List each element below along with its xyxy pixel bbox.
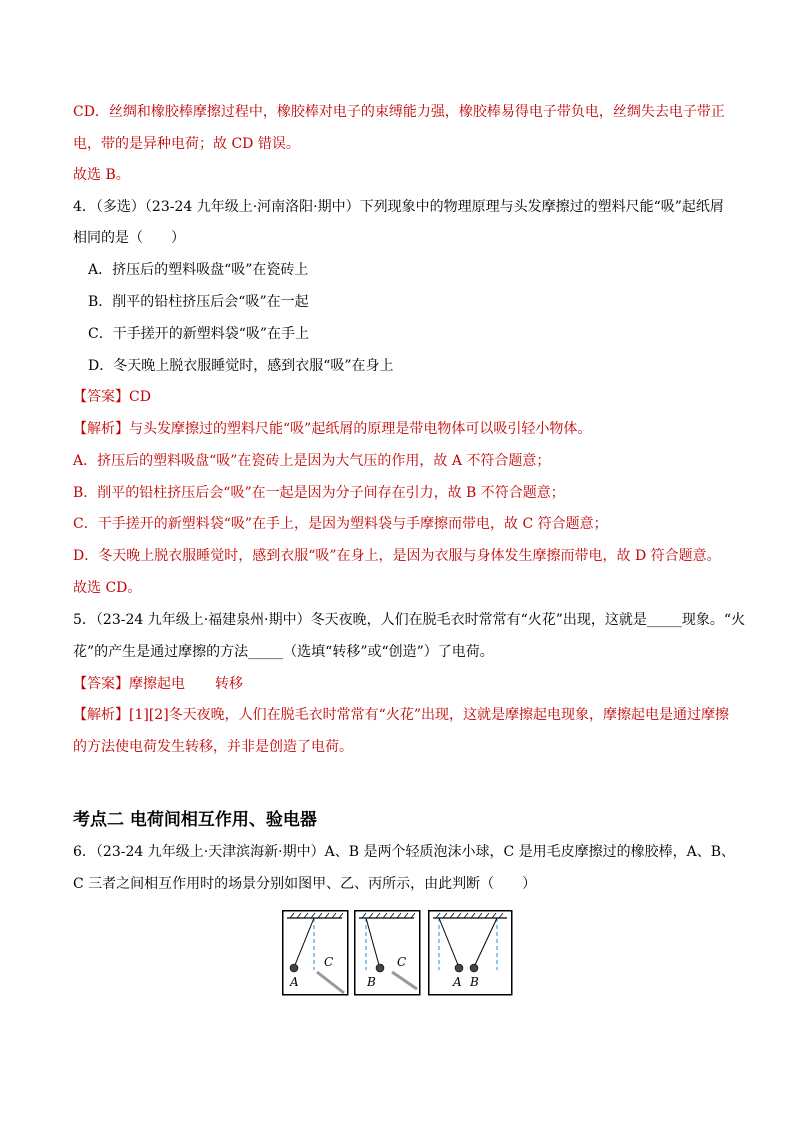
panel-2-frame <box>355 911 420 995</box>
analysis-line-cd-1: CD．丝绸和橡胶棒摩擦过程中，橡胶棒对电子的束缚能力强，橡胶棒易得电子带负电，丝绸失去电子带正 <box>73 104 725 120</box>
q4-explain-a: A．挤压后的塑料吸盘“吸”在瓷砖上是因为大气压的作用，故 A 不符合题意； <box>73 453 551 469</box>
answer-tag: 【答案】 <box>73 676 129 692</box>
analysis-text: [1][2]冬天夜晚，人们在脱毛衣时常常有“火花”出现，这就是摩擦起电现象，摩擦起电是通过摩擦 <box>129 707 729 723</box>
answer-value-1: 摩擦起电 <box>129 676 185 692</box>
panel-3-ball-a <box>455 964 463 972</box>
panel-2-ball <box>376 964 384 972</box>
panel-1-rod-label: C <box>324 955 334 969</box>
q4-explain-b: B．削平的铅柱挤压后会“吸”在一起是因为分子间存在引力，故 B 不符合题意； <box>73 485 565 501</box>
panel-2-rod-label: C <box>397 955 407 969</box>
answer-value: CD <box>129 389 151 405</box>
q5-analysis-line-2: 的方法使电荷发生转移，并非是创造了电荷。 <box>73 739 353 755</box>
q4-stem-line-1: 4．（多选）（23-24 九年级上·河南洛阳·期中）下列现象中的物理原理与头发摩擦过的塑料尺能“吸”起纸屑 <box>73 199 724 215</box>
panel-3-right-label: B <box>470 975 479 989</box>
q6-stem-line-2: C 三者之间相互作用时的场景分别如图甲、乙、丙所示，由此判断（ ） <box>73 876 537 892</box>
q4-option-c: C．干手搓开的新塑料袋“吸”在手上 <box>88 326 310 342</box>
q5-stem-line-1: 5．（23-24 九年级上·福建泉州·期中）冬天夜晚，人们在脱毛衣时常常有“火花”出现，这就是_____现象。“火 <box>73 612 746 628</box>
answer-tag: 【答案】 <box>73 389 129 405</box>
q6-figure-svg <box>282 910 514 998</box>
panel-3-left-label: A <box>453 975 462 989</box>
q4-answer <box>73 387 151 407</box>
panel-1-ball <box>290 964 298 972</box>
analysis-text: 与头发摩擦过的塑料尺能“吸”起纸屑的原理是带电物体可以吸引轻小物体。 <box>129 421 592 437</box>
q6-stem-line-1: 6．（23-24 九年级上·天津滨海新·期中）A、B 是两个轻质泡沫小球，C 是用毛皮摩擦过的橡胶棒，A、B、 <box>73 844 736 860</box>
panel-1-ball-label: A <box>290 975 299 989</box>
panel-2-ball-label: B <box>367 975 376 989</box>
analysis-tag: 【解析】 <box>73 421 129 437</box>
q4-option-a: A．挤压后的塑料吸盘“吸”在瓷砖上 <box>88 262 309 278</box>
q4-stem-line-2: 相同的是（ ） <box>73 230 185 246</box>
q4-conclusion: 故选 CD。 <box>73 580 142 596</box>
panel-3-ball-b <box>470 964 478 972</box>
answer-value-2: 转移 <box>215 676 243 692</box>
q4-analysis <box>73 419 591 439</box>
q5-answer <box>73 674 243 694</box>
q4-explain-d: D．冬天晚上脱衣服睡觉时，感到衣服“吸”在身上，是因为衣服与身体发生摩擦而带电，故 D 符合题意。 <box>73 548 721 564</box>
q4-option-d: D．冬天晚上脱衣服睡觉时，感到衣服“吸”在身上 <box>88 358 394 374</box>
q5-stem-line-2: 花”的产生是通过摩擦的方法_____（选填“转移”或“创造”）了电荷。 <box>73 644 494 660</box>
analysis-line-cd-2: 电，带的是异种电荷；故 CD 错误。 <box>73 136 300 152</box>
q4-option-b: B．削平的铅柱挤压后会“吸”在一起 <box>88 294 309 310</box>
q4-explain-c: C．干手搓开的新塑料袋“吸”在手上，是因为塑料袋与手摩擦而带电，故 C 符合题意； <box>73 516 608 532</box>
conclusion-b: 故选 B。 <box>73 167 130 183</box>
q5-analysis-line-1 <box>73 705 729 725</box>
analysis-tag: 【解析】 <box>73 707 129 723</box>
section-heading: 考点二 电荷间相互作用、验电器 <box>73 810 317 830</box>
